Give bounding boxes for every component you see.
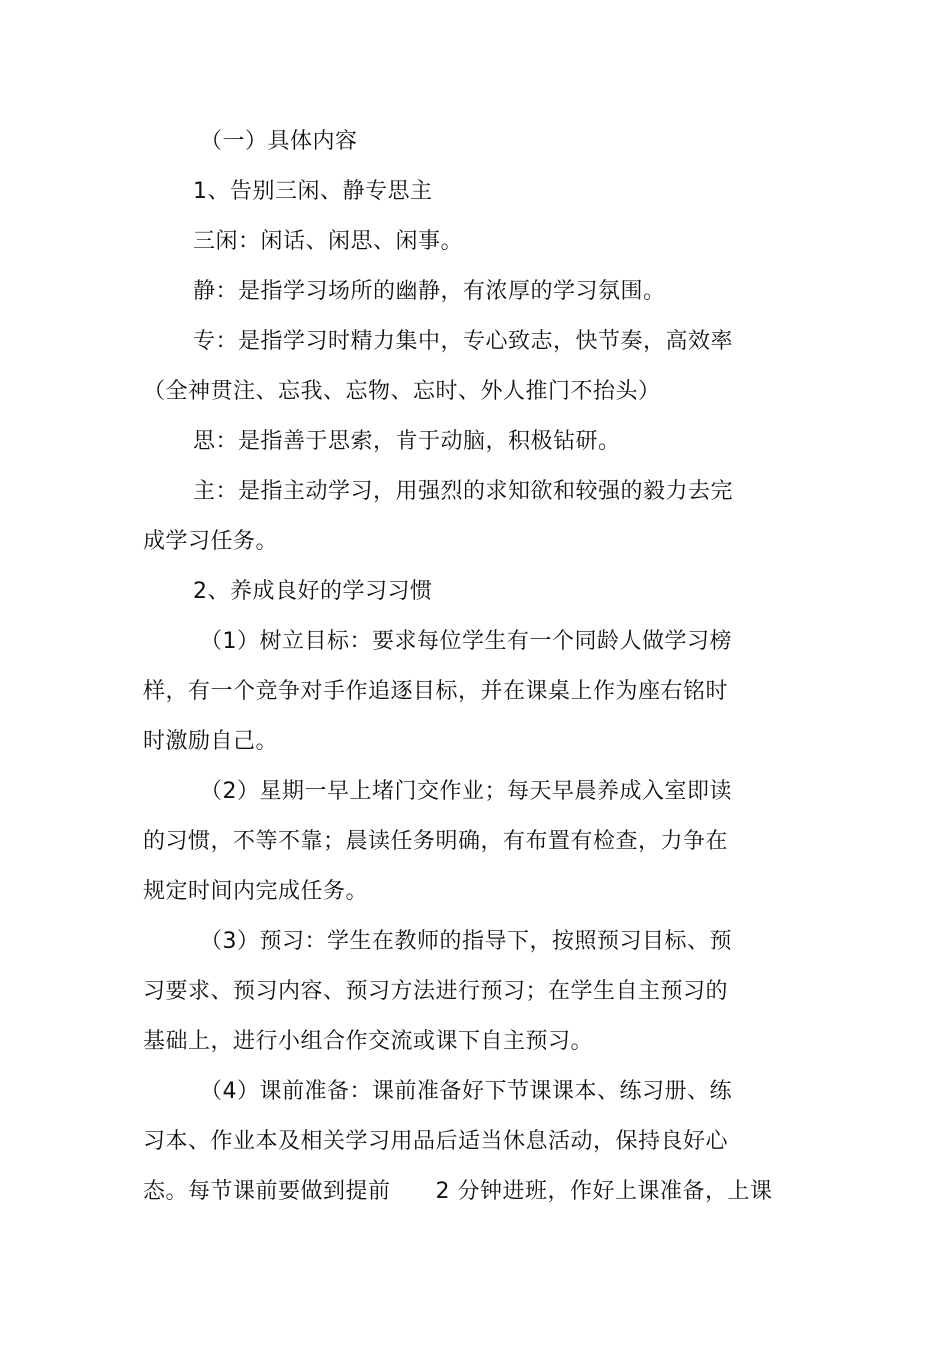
paragraph-line: （3）预习：学生在教师的指导下，按照预习目标、预 bbox=[200, 929, 732, 954]
paragraph-line: 时激励自己。 bbox=[143, 729, 279, 754]
paragraph-line: 基础上，进行小组合作交流或课下自主预习。 bbox=[143, 1029, 594, 1054]
paragraph-line: 成学习任务。 bbox=[143, 529, 279, 554]
paragraph-line: （4）课前准备：课前准备好下节课课本、练习册、练 bbox=[200, 1079, 732, 1104]
paragraph-line: 习本、作业本及相关学习用品后适当休息活动，保持良好心 bbox=[143, 1129, 729, 1154]
subsection-heading: 2、养成良好的学习习惯 bbox=[193, 579, 433, 604]
paragraph-line: 主：是指主动学习，用强烈的求知欲和较强的毅力去完 bbox=[193, 479, 734, 504]
section-heading: （一）具体内容 bbox=[200, 129, 358, 154]
paragraph-line: （1）树立目标：要求每位学生有一个同龄人做学习榜 bbox=[200, 629, 732, 654]
paragraph-line: （全神贯注、忘我、忘物、忘时、外人推门不抬头） bbox=[143, 379, 661, 404]
paragraph-line: 的习惯，不等不靠；晨读任务明确，有布置有检查，力争在 bbox=[143, 829, 729, 854]
paragraph-line: 态。每节课前要做到提前 2 分钟进班，作好上课准备，上课 bbox=[143, 1179, 773, 1204]
paragraph-line: 习要求、预习内容、预习方法进行预习；在学生自主预习的 bbox=[143, 979, 729, 1004]
paragraph-line: （2）星期一早上堵门交作业；每天早晨养成入室即读 bbox=[200, 779, 732, 804]
paragraph-line: 三闲：闲话、闲思、闲事。 bbox=[193, 229, 464, 254]
paragraph-line: 样，有一个竞争对手作追逐目标，并在课桌上作为座右铭时 bbox=[143, 679, 729, 704]
subsection-heading: 1、告别三闲、静专思主 bbox=[193, 179, 433, 204]
paragraph-line: 静：是指学习场所的幽静，有浓厚的学习氛围。 bbox=[193, 279, 666, 304]
paragraph-line: 专：是指学习时精力集中，专心致志，快节奏，高效率 bbox=[193, 329, 734, 354]
paragraph-line: 思：是指善于思索，肯于动脑，积极钻研。 bbox=[193, 429, 621, 454]
paragraph-line: 规定时间内完成任务。 bbox=[143, 879, 369, 904]
